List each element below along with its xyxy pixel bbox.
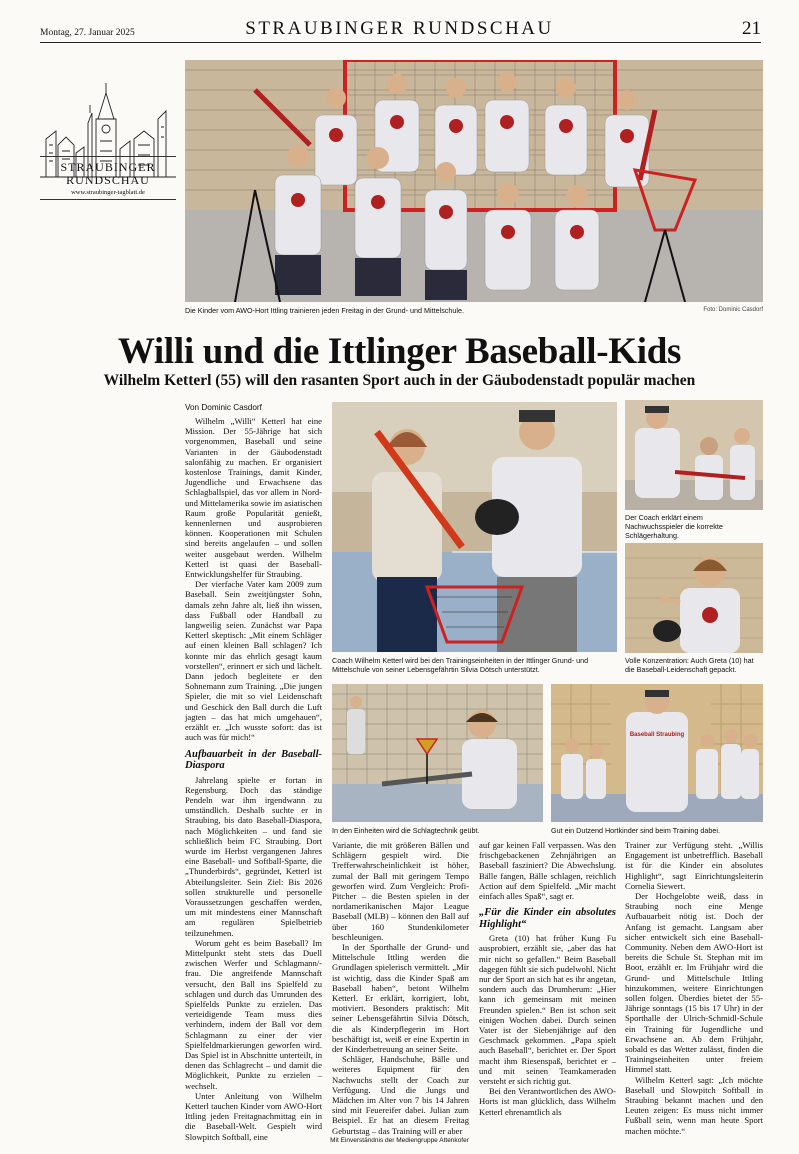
article-headline: Willi und die Ittlinger Baseball-Kids	[117, 331, 682, 372]
photo-credit: Foto: Dominic Casdorf	[703, 307, 763, 313]
paragraph: Wilhelm Ketterl sagt: „Ich möchte Baseball und Slowpitch Softball in Straubing bekannt machen und den Leuten zeigen: Es muss nicht immer Fußball sein, wenn man heute Sport machen möchte.“	[625, 1074, 763, 1136]
team-photo	[185, 60, 763, 302]
section-heading: Aufbauarbeit in der Baseball-Diaspora	[185, 748, 322, 771]
batting-photo-caption: In den Einheiten wird die Schlagtechnik geübt.	[332, 826, 480, 835]
group-photo-caption: Gut ein Dutzend Hortkinder sind beim Training dabei.	[551, 826, 720, 835]
paragraph: Trainer zur Verfügung steht. „Willis Engagement ist unbetrefflich. Baseball ist für die Kinder ein absolutes Highlight“, sagt Einrichtungsleiterin Cornelia Siewert.	[625, 840, 763, 891]
byline: Von Dominic Casdorf	[185, 403, 262, 412]
article-column-3	[479, 840, 616, 1117]
issue-date: Montag, 27. Januar 2025	[40, 28, 135, 38]
coach-photo	[332, 402, 617, 652]
logo-name-line2: RUNDSCHAU	[66, 173, 150, 187]
footer-notice: Mit Einverständnis der Mediengruppe Attenkofer	[330, 1137, 469, 1144]
paragraph: auf gar keinen Fall verpassen. Was den frischgebackenen Zehnjährigen an Baseball fasziniert? Die Abwechslung. Bälle fangen, Bälle schlagen, reichlich Action auf dem Spielfeld. „Mir macht einfach alles Spaß“, sagt er.	[479, 840, 616, 902]
group-photo	[551, 684, 763, 822]
paragraph: Worum geht es beim Baseball? Im Mittelpunkt steht stets das Duell zwischen Werfer und Schlagmann/-frau. Die angreifende Mannschaft versucht, den Ball ins Spielfeld zu schlagen und durch das Umrunden des Spielfelds Punkte zu erzielen. Das verteidigende Team muss dies verhindern, indem der Ball vor dem Schlagmann zu einer der vier Spielfeldmarkierungen geworfen wird. Das Spiel ist in Abschnitte unterteilt, in denen das Schlagrecht – und damit die Möglichkeit, Punkte zu erzielen – wechselt.	[185, 937, 322, 1091]
paragraph: Schläger, Handschuhe, Bälle und weiteres Equipment für den Nachwuchs stellt der Coach zur Verfügung. Und die Jungs und Mädchen im Alter von 7 bis 14 Jahren sind mit Feuereifer dabei. Julian zum Beispiel. Er hat an diesem Freitag Geburtstag – das Training will er aber	[332, 1054, 469, 1136]
website-url: www.straubinger-tagblatt.de	[71, 189, 145, 196]
article-subheadline: Wilhelm Ketterl (55) will den rasanten Sport auch in der Gäubodenstadt populär machen	[103, 372, 696, 389]
greta-photo-caption: Volle Konzentration: Auch Greta (10) hat die Baseball-Leidenschaft gepackt.	[625, 656, 754, 674]
newspaper-title: STRAUBINGER RUNDSCHAU	[245, 18, 554, 39]
paragraph: Bei den Verantwortlichen des AWO-Horts ist man glücklich, dass Wilhelm Ketterl ehrenamtlich als	[479, 1086, 616, 1117]
section-heading: „Für die Kinder ein absolutes Highlight“	[479, 907, 616, 930]
page-number: 21	[742, 18, 761, 39]
team-photo-caption: Die Kinder vom AWO-Hort Ittling trainieren jeden Freitag in der Grund- und Mittelschule.	[185, 306, 464, 315]
group-shirt-text: Baseball Straubing	[629, 732, 685, 738]
paragraph: Wilhelm „Willi“ Ketterl hat eine Mission. Der 55-Jährige hat sich vorgenommen, Baseball und seine Varianten in der Gäubodenstadt salonfähig zu machen. Er organisiert kostenlose Trainings, damit Kinder, Jugendliche und Erwachsene das Schlagballspiel, das vor allem in Nord- und Mittelamerika sowie im asiatischen Raum große Popularität genießt, kennenlernen und ausprobieren können. Kooperationen mit Schulen sind bereits angelaufen – und sollen weiter ausgebaut werden. Wilhelm Ketterl ist quasi der Baseball-Entwicklungshelfer für Straubing.	[185, 416, 322, 580]
paragraph: Greta (10) hat früher Kung Fu ausprobiert, erzählt sie, „aber das hat mir nicht so gefallen.“ Beim Baseball dagegen fühlt sie sich pudelwohl. Nicht nur der Sport an sich hat es ihr angetan, sondern auch das Drumherum: „Hier kann ich gemeinsam mit meinen Freunden spielen.“ Ben ist schon seit einigen Wochen dabei. Durch seinen Vater ist der Siebenjährige auf den Geschmack gekommen. „Papa spielt auch Baseball“, berichtet er. Der Sport macht ihm Riesenspaß, berichtet er – und mit seinen Teamkameraden versteht er sich richtig gut.	[479, 933, 616, 1087]
paragraph: Der Hochgelobte weiß, dass in Straubing noch eine Menge Aufbauarbeit nötig ist. Doch der Anfang ist gemacht. Langsam aber sicher entwickelt sich eine Baseball-Community. Neben dem AWO-Hort ist bereits die Schule St. Stephan mit im Boot, erzählt er. Im Frühjahr wird die Grund- und Mittelschule Ittling hinzukommen, weitere Einrichtungen sollen folgen. Überdies bietet der 55-Jährige sonntags (15 bis 17 Uhr) in der Sporthalle der Ulrich-Schmidl-Schule ein Training für Jugendliche und Erwachsene an. Ab dem Frühjahr, sobald es das Wetter zulässt, finden die Trainingseinheiten unter freiem Himmel statt.	[625, 891, 763, 1075]
article-column-4	[625, 840, 763, 1136]
logo-rule-bottom	[40, 199, 176, 200]
paragraph: In der Sporthalle der Grund- und Mittelschule Ittling werden die Grundlagen spielerisch vermittelt. „Mir ist wichtig, dass die Kinder Spaß am Baseball haben“, betont Wilhelm Ketterl. Er erklärt, korrigiert, lobt, motiviert. Besonders praktisch: Mit seiner Lebensgefährtin Silvia Dötsch, die als Kinderpflegerin im Hort beschäftigt ist, weiß er eine Expertin in der Kinderbetreuung an seiner Seite.	[332, 942, 469, 1055]
header-rule	[40, 42, 761, 43]
grip-photo-caption: Der Coach erklärt einem Nachwuchsspieler die korrekte Schlägerhaltung.	[625, 513, 723, 540]
article-column-1	[185, 416, 322, 1142]
paragraph: Jahrelang spielte er fortan in Regensburg. Doch das ständige Pendeln war ihm irgendwann zu umständlich. Deshalb suchte er in Straubing, bis dato Baseball-Diaspora, nach Möglichkeiten – und fand sie schließlich beim FC Straubing. Dort wurde im Herbst vergangenen Jahres eine Baseball- und Softball-Sparte, die „Thunderbirds“, gegründet, Ketterl ist Abteilungsleiter. Sein Ziel: Bis 2026 sollen strukturelle und personelle Voraussetzungen geschaffen werden, um mit mindestens einer Mannschaft am regulären Spielbetrieb teilzunehmen.	[185, 774, 322, 938]
logo-rule-top	[40, 156, 176, 157]
greta-photo	[625, 543, 763, 653]
grip-photo	[625, 400, 763, 510]
logo-name-line1: STRAUBINGER	[60, 160, 156, 174]
coach-photo-caption: Coach Wilhelm Ketterl wird bei den Trainingseinheiten in der Ittlinger Grund- und Mittelschule von seiner Lebensgefährtin Silvia Dötsch unterstützt.	[332, 656, 589, 674]
paragraph: Unter Anleitung von Wilhelm Ketterl tauchen Kinder vom AWO-Hort Ittling jeden Freitagnachmittag ein in die Baseball-Welt. Gespielt wird Slowpitch Softball, eine	[185, 1090, 322, 1142]
article-column-2	[332, 840, 469, 1136]
paragraph: Der vierfache Vater kam 2009 zum Baseball. Sein zweitjüngster Sohn, damals zehn Jahre alt, ließ ihn wissen, dass Fußball oder Handball zu langweilig seien. Zunächst war Papa Ketterl skeptisch: „Mit einem Schläger auf einen kleinen Ball schlagen? Ich konnte mir das ehrlich gesagt kaum vorstellen“, erinnert er sich und lächelt. Dann jedoch begleitete er den Sohnemann zum Training. „Die jungen Spieler, die mit so viel Leidenschaft und Geschick den Ball durch die Luft jagten – das hat mich umgehauen“, erzählt er. „Ich wusste sofort: das ist auch was für mich!“	[185, 579, 322, 743]
batting-photo	[332, 684, 543, 822]
paragraph: Variante, die mit größeren Bällen und Schlägern gespielt wird. Die Trefferwahrscheinlichkeit ist höher, zumal der Ball mit geringem Tempo geworfen wird. Zum Vergleich: Profi-Pitcher – die Besten spielen in der nordamerikanischen Major League Baseball (MLB) – können den Ball auf über 160 Stundenkilometer beschleunigen.	[332, 840, 469, 942]
